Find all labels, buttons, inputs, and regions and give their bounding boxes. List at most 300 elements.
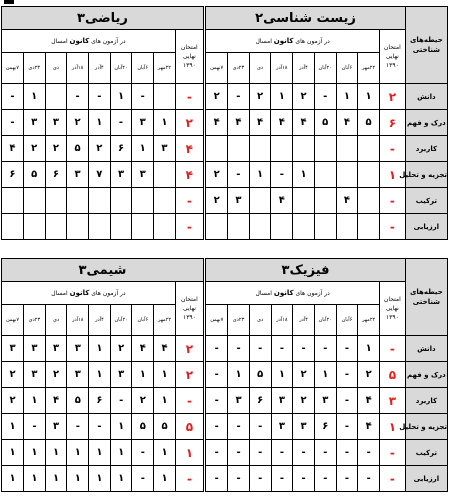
- score-cell: -: [271, 466, 293, 492]
- final-value-left: -: [175, 388, 203, 414]
- date-header-left: ۱۸آذر: [67, 305, 89, 336]
- kanoon-prefix: در آزمون های: [91, 290, 126, 297]
- date-header-left: ۶آبان: [132, 53, 154, 84]
- score-cell: -: [336, 336, 358, 362]
- score-cell: [293, 214, 315, 240]
- score-cell: ۳: [2, 336, 24, 362]
- final-value-right: ۲: [379, 84, 405, 110]
- score-cell: [314, 136, 336, 162]
- subject-title-right: فیزیک۳: [206, 259, 405, 282]
- score-cell: ۱: [24, 440, 46, 466]
- score-cell: -: [249, 466, 271, 492]
- kanoon-bold: کانون: [273, 289, 294, 297]
- score-cell: -: [132, 84, 154, 110]
- score-cell: ۴: [154, 336, 176, 362]
- score-cell: -: [336, 440, 358, 466]
- score-cell: ۱: [228, 362, 250, 388]
- score-cell: ۵: [67, 388, 89, 414]
- score-cell: [2, 214, 24, 240]
- score-cell: [358, 188, 380, 214]
- score-cell: ۳: [271, 388, 293, 414]
- score-cell: ۲: [23, 136, 45, 162]
- score-cell: -: [228, 414, 250, 440]
- score-cell: -: [358, 440, 380, 466]
- score-cell: -: [2, 110, 24, 136]
- date-header-left: ۱۸آذر: [67, 53, 89, 84]
- score-cell: [249, 214, 271, 240]
- score-cell: [110, 214, 132, 240]
- score-cell: -: [314, 84, 336, 110]
- table-row: [2, 136, 448, 162]
- score-cell: [206, 136, 228, 162]
- date-header-right: دی: [249, 305, 271, 336]
- date-header-left: ۲۰آبان: [110, 305, 132, 336]
- score-cell: -: [67, 414, 89, 440]
- category-label: دانش: [405, 336, 447, 362]
- score-cell: [271, 214, 293, 240]
- table-row: [2, 362, 448, 388]
- score-cell: ۳: [23, 110, 45, 136]
- kanoon-bold: کانون: [69, 289, 90, 297]
- date-header-left: ۶آبان: [132, 305, 154, 336]
- kanoon-suffix: امسال: [255, 38, 272, 45]
- score-cell: -: [206, 440, 228, 466]
- score-cell: ۵: [314, 110, 336, 136]
- score-cell: -: [67, 84, 89, 110]
- table-row: [2, 388, 448, 414]
- final-value-right: -: [379, 214, 405, 240]
- final-value-right: -: [379, 466, 405, 492]
- score-cell: -: [24, 414, 46, 440]
- table-row: [2, 188, 448, 214]
- score-cell: ۱: [358, 336, 380, 362]
- score-cell: [45, 188, 67, 214]
- date-header-right: ۲۳دی: [228, 305, 250, 336]
- score-cell: ۴: [358, 388, 380, 414]
- category-label: ارزیابی: [405, 214, 447, 240]
- final-value-right: -: [379, 188, 405, 214]
- score-cell: ۴: [336, 188, 358, 214]
- date-header-right: ۴آذر: [293, 53, 315, 84]
- score-cell: ۱: [336, 84, 358, 110]
- kanoon-prefix: در آزمون های: [295, 290, 330, 297]
- score-cell: -: [249, 414, 271, 440]
- score-cell: ۱: [89, 466, 111, 492]
- score-cell: ۲: [293, 84, 315, 110]
- date-header-left: ۲۲مهر: [154, 53, 176, 84]
- score-cell: [249, 136, 271, 162]
- score-cell: ۴: [336, 110, 358, 136]
- score-cell: -: [110, 110, 132, 136]
- score-cell: ۱: [24, 388, 46, 414]
- score-cell: ۱: [2, 414, 24, 440]
- score-cell: ۲: [132, 388, 154, 414]
- score-cell: -: [228, 440, 250, 466]
- score-cell: -: [206, 388, 228, 414]
- score-cell: ۱: [2, 440, 24, 466]
- score-cell: -: [314, 440, 336, 466]
- score-cell: ۳: [24, 336, 46, 362]
- table-row: [2, 84, 448, 110]
- score-cell: ۱: [110, 466, 132, 492]
- score-cell: ۴: [271, 110, 293, 136]
- score-cell: ۴: [249, 110, 271, 136]
- score-cell: ۳: [110, 362, 132, 388]
- score-cell: ۲: [206, 188, 228, 214]
- score-cell: ۱: [67, 466, 89, 492]
- score-cell: ۳: [45, 414, 67, 440]
- category-header: حیطه‌های شناختی: [405, 7, 447, 84]
- category-label: درک و فهم: [405, 362, 447, 388]
- score-cell: ۱: [154, 388, 176, 414]
- date-header-right: ۷بهمن: [206, 53, 228, 84]
- score-cell: [67, 214, 89, 240]
- score-cell: ۴: [2, 136, 24, 162]
- score-cell: [228, 136, 250, 162]
- final-exam-header-right: امتحان نهایی ۱۳۹۰: [379, 282, 405, 336]
- score-cell: -: [2, 84, 24, 110]
- final-value-left: -: [175, 188, 203, 214]
- final-value-left: -: [175, 214, 203, 240]
- score-cell: [110, 188, 132, 214]
- date-header-right: ۱۸آذر: [271, 305, 293, 336]
- kanoon-header-left: [2, 282, 176, 305]
- table-row: [2, 466, 448, 492]
- score-cell: ۶: [314, 414, 336, 440]
- score-cell: ۱: [23, 84, 45, 110]
- score-cell: [271, 136, 293, 162]
- score-cell: -: [206, 466, 228, 492]
- score-cell: ۳: [132, 162, 154, 188]
- final-value-left: -: [175, 84, 203, 110]
- score-cell: -: [249, 440, 271, 466]
- score-cell: -: [314, 336, 336, 362]
- top-bar: [0, 0, 450, 4]
- score-cell: [293, 136, 315, 162]
- score-cell: [293, 188, 315, 214]
- category-label: ارزیابی: [405, 466, 447, 492]
- score-cell: [45, 84, 67, 110]
- final-exam-header-right: امتحان نهایی ۱۳۹۰: [379, 30, 405, 84]
- date-header-left: ۷بهمن: [2, 53, 24, 84]
- score-cell: [132, 214, 154, 240]
- kanoon-prefix: در آزمون های: [295, 38, 330, 45]
- score-cell: ۱: [110, 414, 132, 440]
- score-cell: ۱: [249, 162, 271, 188]
- score-cell: -: [293, 336, 315, 362]
- score-cell: ۱: [314, 362, 336, 388]
- score-cell: ۴: [45, 388, 67, 414]
- kanoon-bold: کانون: [273, 37, 294, 45]
- category-label: تجزیه و تحلیل: [405, 414, 447, 440]
- score-cell: -: [336, 362, 358, 388]
- score-cell: ۴: [132, 336, 154, 362]
- score-cell: [23, 188, 45, 214]
- score-cell: -: [336, 466, 358, 492]
- score-cell: [336, 162, 358, 188]
- score-cell: ۱: [154, 362, 176, 388]
- score-cell: ۱: [67, 440, 89, 466]
- final-value-left: ۲: [175, 110, 203, 136]
- category-label: ترکیب: [405, 440, 447, 466]
- category-label: دانش: [405, 84, 447, 110]
- score-cell: ۱: [24, 466, 46, 492]
- score-cell: -: [336, 414, 358, 440]
- score-cell: ۴: [228, 110, 250, 136]
- final-value-left: ۲: [175, 336, 203, 362]
- score-cell: -: [132, 440, 154, 466]
- score-cell: ۱: [271, 362, 293, 388]
- score-cell: ۳: [228, 188, 250, 214]
- date-header-left: ۲۳دی: [24, 305, 46, 336]
- final-value-right: ۱: [379, 162, 405, 188]
- date-header-right: ۲۰آبان: [314, 305, 336, 336]
- score-cell: ۵: [358, 110, 380, 136]
- score-cell: -: [206, 362, 228, 388]
- score-cell: [23, 214, 45, 240]
- score-cell: ۱: [358, 84, 380, 110]
- score-cell: [358, 136, 380, 162]
- final-value-left: ۱: [175, 440, 203, 466]
- score-cell: ۲: [110, 336, 132, 362]
- score-cell: ۲: [293, 362, 315, 388]
- date-header-right: ۶آبان: [336, 53, 358, 84]
- score-cell: -: [358, 466, 380, 492]
- final-value-right: ۶: [379, 110, 405, 136]
- table-row: [2, 110, 448, 136]
- table-row: [2, 162, 448, 188]
- final-value-left: ۴: [175, 136, 203, 162]
- score-cell: ۱: [2, 466, 24, 492]
- score-cell: -: [314, 466, 336, 492]
- score-cell: ۱: [89, 362, 111, 388]
- score-cell: [314, 162, 336, 188]
- category-label: درک و فهم: [405, 110, 447, 136]
- score-cell: [336, 214, 358, 240]
- score-cell: [358, 162, 380, 188]
- report-table-bottom: [1, 258, 448, 492]
- score-cell: ۳: [110, 162, 132, 188]
- score-cell: -: [206, 336, 228, 362]
- score-cell: ۲: [45, 362, 67, 388]
- score-cell: ۲: [2, 388, 24, 414]
- score-cell: ۳: [132, 110, 154, 136]
- date-header-left: ۷بهمن: [2, 305, 24, 336]
- final-value-right: -: [379, 440, 405, 466]
- category-label: کاربرد: [405, 388, 447, 414]
- score-cell: [2, 188, 24, 214]
- score-cell: ۲: [88, 136, 110, 162]
- category-label: کاربرد: [405, 136, 447, 162]
- kanoon-prefix: در آزمون های: [91, 38, 126, 45]
- score-cell: [154, 84, 176, 110]
- date-header-right: ۲۰آبان: [314, 53, 336, 84]
- score-cell: ۱: [132, 362, 154, 388]
- score-cell: ۱: [45, 440, 67, 466]
- final-exam-header-left: امتحان نهایی ۱۳۹۰: [175, 282, 203, 336]
- score-cell: ۱: [89, 440, 111, 466]
- score-cell: ۳: [271, 414, 293, 440]
- final-value-left: ۲: [175, 362, 203, 388]
- score-cell: ۲: [45, 136, 67, 162]
- kanoon-header-left: [2, 30, 176, 53]
- final-value-left: ۵: [175, 414, 203, 440]
- score-cell: ۳: [293, 414, 315, 440]
- date-header-right: ۴آذر: [293, 305, 315, 336]
- subject-title-right: زیست شناسی۲: [206, 7, 406, 30]
- date-header-right: ۷بهمن: [206, 305, 228, 336]
- score-cell: [314, 214, 336, 240]
- score-cell: ۱: [154, 440, 176, 466]
- score-cell: [228, 214, 250, 240]
- score-cell: ۷: [88, 162, 110, 188]
- score-cell: [154, 162, 176, 188]
- kanoon-header-right: [206, 282, 380, 305]
- score-cell: [314, 188, 336, 214]
- score-cell: -: [271, 336, 293, 362]
- score-cell: ۴: [271, 188, 293, 214]
- date-header-right: ۲۳دی: [228, 53, 250, 84]
- score-cell: ۳: [45, 110, 67, 136]
- score-cell: ۵: [154, 414, 176, 440]
- date-header-left: ۲۳دی: [23, 53, 45, 84]
- score-cell: ۳: [67, 362, 89, 388]
- score-cell: ۱: [154, 110, 176, 136]
- score-cell: ۶: [249, 388, 271, 414]
- score-cell: ۶: [45, 162, 67, 188]
- top-bar-mark: [4, 0, 14, 4]
- score-cell: ۱: [293, 162, 315, 188]
- score-cell: ۲: [293, 388, 315, 414]
- kanoon-suffix: امسال: [51, 38, 68, 45]
- score-cell: -: [271, 440, 293, 466]
- score-cell: -: [206, 414, 228, 440]
- kanoon-suffix: امسال: [51, 290, 68, 297]
- score-cell: [154, 214, 176, 240]
- score-cell: -: [88, 84, 110, 110]
- score-cell: ۶: [110, 136, 132, 162]
- table-row: [2, 414, 448, 440]
- kanoon-suffix: امسال: [255, 290, 272, 297]
- score-cell: ۲: [249, 84, 271, 110]
- score-cell: ۵: [249, 362, 271, 388]
- category-label: ترکیب: [405, 188, 447, 214]
- score-cell: ۳: [45, 336, 67, 362]
- score-cell: ۵: [132, 414, 154, 440]
- score-cell: ۳: [67, 336, 89, 362]
- score-cell: ۲: [2, 362, 24, 388]
- kanoon-bold: کانون: [69, 37, 90, 45]
- score-cell: -: [89, 414, 111, 440]
- score-cell: [336, 136, 358, 162]
- score-cell: -: [228, 162, 250, 188]
- date-header-left: ۲۰آبان: [110, 53, 132, 84]
- date-header-right: دی: [249, 53, 271, 84]
- score-cell: ۲: [206, 162, 228, 188]
- score-cell: ۳: [67, 162, 89, 188]
- score-cell: [45, 214, 67, 240]
- score-cell: ۵: [23, 162, 45, 188]
- score-cell: -: [228, 336, 250, 362]
- score-cell: ۱: [110, 440, 132, 466]
- date-header-right: ۲۲مهر: [358, 305, 380, 336]
- score-cell: [88, 188, 110, 214]
- score-cell: [88, 214, 110, 240]
- final-value-right: ۱: [379, 414, 405, 440]
- score-cell: -: [110, 388, 132, 414]
- final-value-left: -: [175, 466, 203, 492]
- date-header-left: ۲۲مهر: [154, 305, 176, 336]
- date-header-right: ۱۸آذر: [271, 53, 293, 84]
- score-cell: ۱: [132, 136, 154, 162]
- score-cell: ۱: [271, 84, 293, 110]
- final-value-right: ۵: [379, 362, 405, 388]
- score-cell: ۲: [206, 84, 228, 110]
- table-row: [2, 214, 448, 240]
- date-header-right: ۶آبان: [336, 305, 358, 336]
- score-cell: -: [249, 336, 271, 362]
- table-row: [2, 336, 448, 362]
- score-cell: ۱: [89, 336, 111, 362]
- date-header-right: ۲۲مهر: [358, 53, 380, 84]
- score-cell: -: [336, 388, 358, 414]
- score-cell: ۳: [228, 388, 250, 414]
- final-value-right: ۳: [379, 388, 405, 414]
- score-cell: ۴: [293, 110, 315, 136]
- final-value-right: -: [379, 136, 405, 162]
- score-cell: ۳: [154, 136, 176, 162]
- score-cell: -: [271, 162, 293, 188]
- score-cell: ۱: [88, 110, 110, 136]
- score-cell: -: [228, 466, 250, 492]
- final-value-left: ۴: [175, 162, 203, 188]
- subject-title-left: شیمی۳: [2, 259, 204, 282]
- report-table-top: [1, 6, 448, 240]
- score-cell: [132, 188, 154, 214]
- final-exam-header-left: امتحان نهایی ۱۳۹۰: [175, 30, 203, 84]
- score-cell: ۵: [67, 136, 89, 162]
- score-cell: -: [293, 440, 315, 466]
- score-cell: [358, 214, 380, 240]
- final-value-right: -: [379, 336, 405, 362]
- score-cell: ۲: [67, 110, 89, 136]
- date-header-left: ۴آذر: [88, 53, 110, 84]
- subject-title-left: ریاضی۳: [2, 7, 204, 30]
- score-cell: [206, 214, 228, 240]
- kanoon-header-right: [206, 30, 380, 53]
- score-cell: ۶: [89, 388, 111, 414]
- score-cell: ۱: [45, 466, 67, 492]
- score-cell: -: [293, 466, 315, 492]
- score-cell: ۴: [206, 110, 228, 136]
- score-cell: ۳: [24, 362, 46, 388]
- score-cell: ۶: [2, 162, 24, 188]
- date-header-left: دی: [45, 305, 67, 336]
- score-cell: [249, 188, 271, 214]
- category-label: تجزیه و تحلیل: [405, 162, 447, 188]
- category-header: حیطه‌های شناختی: [405, 259, 447, 336]
- date-header-left: ۴آذر: [89, 305, 111, 336]
- score-cell: [67, 188, 89, 214]
- date-header-left: دی: [45, 53, 67, 84]
- table-row: [2, 440, 448, 466]
- score-cell: ۱: [110, 84, 132, 110]
- score-cell: [154, 188, 176, 214]
- score-cell: -: [132, 466, 154, 492]
- score-cell: ۴: [358, 414, 380, 440]
- score-cell: ۳: [314, 388, 336, 414]
- score-cell: -: [228, 84, 250, 110]
